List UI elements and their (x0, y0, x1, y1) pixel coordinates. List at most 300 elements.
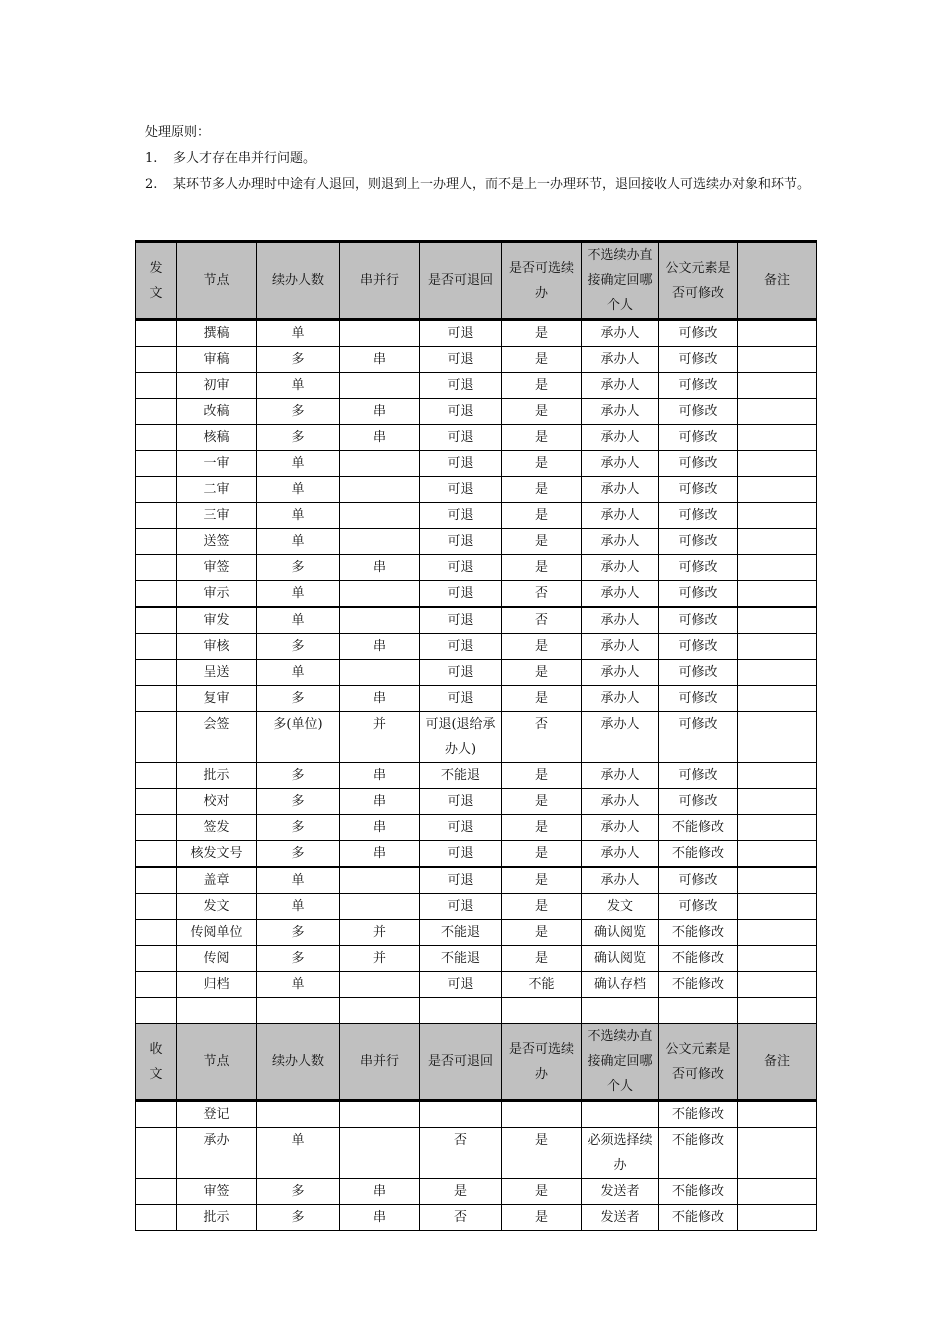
table-row (136, 946, 817, 972)
cell-return-person: 承办人 (582, 763, 659, 789)
cell-node: 撰稿 (177, 320, 257, 347)
cell-return: 可退 (420, 503, 502, 529)
cell-node: 送签 (177, 529, 257, 555)
cell-choose-next: 是 (502, 555, 582, 581)
cell-return (420, 1101, 502, 1128)
cell-mode (340, 373, 420, 399)
cell-remark (738, 425, 817, 451)
header-mode: 串并行 (340, 242, 420, 320)
cell-choose-next: 是 (502, 1179, 582, 1205)
table-row (136, 763, 817, 789)
table-row (136, 867, 817, 894)
header-return: 是否可退回 (420, 1024, 502, 1101)
table-row (136, 425, 817, 451)
cell-mode (340, 529, 420, 555)
cell-count: 多 (257, 634, 340, 660)
principle-text: 多人才存在串并行问题。 (173, 151, 317, 166)
header-count: 续办人数 (257, 1024, 340, 1101)
cell-return-person: 发文 (582, 894, 659, 920)
cell-choose-next (502, 1101, 582, 1128)
cell-node: 发文 (177, 894, 257, 920)
cell-blank (136, 451, 177, 477)
cell-return: 可退 (420, 660, 502, 686)
cell-editable (659, 998, 738, 1024)
cell-blank (136, 1128, 177, 1179)
cell-return-person: 承办人 (582, 789, 659, 815)
header-node: 节点 (177, 242, 257, 320)
cell-return: 可退 (420, 841, 502, 868)
cell-remark (738, 789, 817, 815)
cell-remark (738, 660, 817, 686)
cell-count: 单 (257, 660, 340, 686)
cell-remark (738, 477, 817, 503)
section-label (136, 242, 177, 320)
cell-count: 单 (257, 451, 340, 477)
cell-mode: 并 (340, 946, 420, 972)
cell-choose-next (502, 998, 582, 1024)
cell-editable: 不能修改 (659, 972, 738, 998)
cell-remark (738, 841, 817, 868)
table-row (136, 1101, 817, 1128)
table-row (136, 451, 817, 477)
cell-count: 多 (257, 347, 340, 373)
cell-blank (136, 867, 177, 894)
header-return-person: 不选续办直接确定回哪个人 (582, 1024, 659, 1101)
cell-editable: 可修改 (659, 477, 738, 503)
cell-editable: 不能修改 (659, 946, 738, 972)
table-row (136, 712, 817, 763)
cell-return: 可退 (420, 425, 502, 451)
cell-choose-next: 是 (502, 320, 582, 347)
cell-blank (136, 946, 177, 972)
table-row (136, 815, 817, 841)
table-row (136, 399, 817, 425)
cell-return-person: 承办人 (582, 399, 659, 425)
cell-mode (340, 320, 420, 347)
cell-choose-next: 是 (502, 477, 582, 503)
cell-return-person (582, 998, 659, 1024)
cell-return-person: 承办人 (582, 555, 659, 581)
cell-count: 单 (257, 503, 340, 529)
cell-editable: 可修改 (659, 789, 738, 815)
cell-remark (738, 503, 817, 529)
cell-editable: 可修改 (659, 607, 738, 634)
table-row (136, 1179, 817, 1205)
cell-mode: 串 (340, 815, 420, 841)
cell-count: 多 (257, 425, 340, 451)
cell-return (420, 998, 502, 1024)
cell-choose-next: 是 (502, 763, 582, 789)
cell-mode: 串 (340, 1179, 420, 1205)
cell-mode (340, 581, 420, 608)
cell-node: 二审 (177, 477, 257, 503)
cell-return-person: 确认阅览 (582, 946, 659, 972)
cell-mode (340, 503, 420, 529)
cell-remark (738, 581, 817, 608)
table-row (136, 373, 817, 399)
principle-number: 2. (145, 177, 158, 192)
cell-return: 可退 (420, 451, 502, 477)
cell-editable: 可修改 (659, 399, 738, 425)
header-remark: 备注 (738, 242, 817, 320)
cell-blank (136, 373, 177, 399)
cell-choose-next: 否 (502, 581, 582, 608)
cell-editable: 可修改 (659, 581, 738, 608)
cell-return-person: 承办人 (582, 607, 659, 634)
cell-count: 单 (257, 894, 340, 920)
cell-editable: 可修改 (659, 425, 738, 451)
cell-node: 登记 (177, 1101, 257, 1128)
cell-mode (340, 998, 420, 1024)
cell-choose-next: 是 (502, 529, 582, 555)
cell-choose-next: 否 (502, 712, 582, 763)
cell-return-person: 承办人 (582, 712, 659, 763)
cell-count: 单 (257, 1128, 340, 1179)
cell-return: 可退 (420, 347, 502, 373)
cell-blank (136, 1101, 177, 1128)
cell-mode: 串 (340, 763, 420, 789)
cell-node: 审示 (177, 581, 257, 608)
cell-mode: 串 (340, 1205, 420, 1231)
cell-node: 三审 (177, 503, 257, 529)
cell-blank (136, 815, 177, 841)
table-row (136, 894, 817, 920)
table-row (136, 529, 817, 555)
workflow-table (135, 240, 817, 1231)
cell-choose-next: 是 (502, 660, 582, 686)
cell-count: 多 (257, 1205, 340, 1231)
cell-return: 是 (420, 1179, 502, 1205)
table-row (136, 1128, 817, 1179)
table-row (136, 686, 817, 712)
cell-count: 多 (257, 399, 340, 425)
cell-blank (136, 1205, 177, 1231)
principle-text: 某环节多人办理时中途有人退回，则退到上一办理人，而不是上一办理环节，退回接收人可选续办对象和环节。 (173, 177, 811, 192)
table-row (136, 607, 817, 634)
cell-count: 单 (257, 529, 340, 555)
table-row (136, 634, 817, 660)
cell-blank (136, 789, 177, 815)
cell-return: 可退 (420, 399, 502, 425)
header-mode: 串并行 (340, 1024, 420, 1101)
cell-node: 审核 (177, 634, 257, 660)
header-count: 续办人数 (257, 242, 340, 320)
cell-mode (340, 1128, 420, 1179)
cell-return-person: 承办人 (582, 660, 659, 686)
cell-return: 可退 (420, 529, 502, 555)
cell-return: 可退 (420, 867, 502, 894)
cell-choose-next: 否 (502, 607, 582, 634)
principle-item (145, 146, 825, 172)
header-return-person: 不选续办直接确定回哪个人 (582, 242, 659, 320)
cell-return-person: 承办人 (582, 503, 659, 529)
cell-blank (136, 972, 177, 998)
section-label (136, 1024, 177, 1101)
cell-return-person: 承办人 (582, 815, 659, 841)
cell-count: 单 (257, 972, 340, 998)
cell-return: 可退 (420, 320, 502, 347)
cell-node: 批示 (177, 763, 257, 789)
cell-count: 单 (257, 867, 340, 894)
cell-remark (738, 972, 817, 998)
header-editable: 公文元素是否可修改 (659, 1024, 738, 1101)
cell-remark (738, 320, 817, 347)
cell-blank (136, 634, 177, 660)
cell-return: 可退 (420, 607, 502, 634)
cell-blank (136, 529, 177, 555)
cell-remark (738, 763, 817, 789)
cell-return: 可退 (420, 477, 502, 503)
cell-editable: 可修改 (659, 660, 738, 686)
cell-return-person (582, 1101, 659, 1128)
cell-return-person: 承办人 (582, 686, 659, 712)
fawen-header-row (136, 242, 817, 320)
cell-choose-next: 是 (502, 634, 582, 660)
cell-remark (738, 399, 817, 425)
cell-node: 会签 (177, 712, 257, 763)
cell-return-person: 确认存档 (582, 972, 659, 998)
cell-blank (136, 555, 177, 581)
cell-remark (738, 946, 817, 972)
cell-editable: 可修改 (659, 373, 738, 399)
cell-blank (136, 581, 177, 608)
cell-remark (738, 686, 817, 712)
cell-blank (136, 399, 177, 425)
cell-blank (136, 841, 177, 868)
cell-mode (340, 867, 420, 894)
principles-section (145, 120, 825, 198)
cell-blank (136, 425, 177, 451)
cell-count: 多 (257, 815, 340, 841)
cell-mode (340, 894, 420, 920)
cell-return: 可退(退给承办人) (420, 712, 502, 763)
section-label-text: 发文 (149, 260, 163, 301)
cell-choose-next: 是 (502, 347, 582, 373)
cell-mode (340, 660, 420, 686)
cell-count: 单 (257, 581, 340, 608)
cell-blank (136, 712, 177, 763)
cell-editable: 可修改 (659, 686, 738, 712)
cell-mode: 串 (340, 399, 420, 425)
cell-node: 呈送 (177, 660, 257, 686)
cell-editable: 可修改 (659, 503, 738, 529)
cell-remark (738, 894, 817, 920)
cell-editable: 不能修改 (659, 841, 738, 868)
cell-blank (136, 1179, 177, 1205)
cell-return-person: 承办人 (582, 634, 659, 660)
cell-return-person: 承办人 (582, 425, 659, 451)
cell-count: 多 (257, 686, 340, 712)
cell-return-person: 承办人 (582, 841, 659, 868)
cell-count (257, 1101, 340, 1128)
cell-remark (738, 998, 817, 1024)
cell-remark (738, 607, 817, 634)
cell-node: 审稿 (177, 347, 257, 373)
cell-return: 可退 (420, 972, 502, 998)
table-row (136, 998, 817, 1024)
cell-remark (738, 867, 817, 894)
header-editable: 公文元素是否可修改 (659, 242, 738, 320)
cell-remark (738, 1179, 817, 1205)
cell-return-person: 承办人 (582, 867, 659, 894)
header-return: 是否可退回 (420, 242, 502, 320)
cell-choose-next: 是 (502, 1205, 582, 1231)
cell-node: 一审 (177, 451, 257, 477)
table-row (136, 555, 817, 581)
cell-mode (340, 477, 420, 503)
cell-node: 传阅 (177, 946, 257, 972)
cell-editable: 可修改 (659, 555, 738, 581)
cell-mode: 并 (340, 920, 420, 946)
cell-count: 单 (257, 477, 340, 503)
table-row (136, 920, 817, 946)
cell-editable: 可修改 (659, 320, 738, 347)
cell-node: 核稿 (177, 425, 257, 451)
cell-node: 初审 (177, 373, 257, 399)
cell-mode (340, 607, 420, 634)
cell-return-person: 承办人 (582, 347, 659, 373)
cell-remark (738, 347, 817, 373)
cell-choose-next: 是 (502, 399, 582, 425)
cell-count: 多(单位) (257, 712, 340, 763)
cell-editable: 不能修改 (659, 815, 738, 841)
cell-editable: 不能修改 (659, 1128, 738, 1179)
cell-node: 审签 (177, 1179, 257, 1205)
cell-remark (738, 555, 817, 581)
cell-return-person: 必须选择续办 (582, 1128, 659, 1179)
cell-editable: 不能修改 (659, 1179, 738, 1205)
cell-node: 承办 (177, 1128, 257, 1179)
cell-count: 单 (257, 320, 340, 347)
table-row (136, 503, 817, 529)
cell-count (257, 998, 340, 1024)
cell-choose-next: 是 (502, 920, 582, 946)
cell-editable: 可修改 (659, 634, 738, 660)
table-row (136, 1205, 817, 1231)
cell-editable: 可修改 (659, 451, 738, 477)
cell-mode: 串 (340, 686, 420, 712)
cell-count: 多 (257, 789, 340, 815)
header-remark: 备注 (738, 1024, 817, 1101)
shouwen-header-row (136, 1024, 817, 1101)
cell-count: 多 (257, 555, 340, 581)
cell-return-person: 发送者 (582, 1205, 659, 1231)
cell-return-person: 承办人 (582, 451, 659, 477)
principle-item (145, 172, 825, 198)
principles-heading: 处理原则： (145, 125, 211, 140)
principle-number: 1. (145, 151, 158, 166)
cell-return: 可退 (420, 789, 502, 815)
cell-mode: 串 (340, 841, 420, 868)
cell-return-person: 承办人 (582, 529, 659, 555)
cell-mode (340, 451, 420, 477)
cell-remark (738, 529, 817, 555)
cell-return-person: 承办人 (582, 373, 659, 399)
cell-editable: 不能修改 (659, 1101, 738, 1128)
cell-blank (136, 607, 177, 634)
cell-remark (738, 634, 817, 660)
cell-choose-next: 不能 (502, 972, 582, 998)
section-label-text: 收文 (149, 1041, 163, 1082)
cell-remark (738, 451, 817, 477)
header-choose-next: 是否可选续办 (502, 1024, 582, 1101)
cell-return: 否 (420, 1128, 502, 1179)
cell-remark (738, 920, 817, 946)
cell-node: 传阅单位 (177, 920, 257, 946)
cell-return: 可退 (420, 373, 502, 399)
cell-return-person: 承办人 (582, 477, 659, 503)
cell-blank (136, 503, 177, 529)
cell-choose-next: 是 (502, 815, 582, 841)
header-node: 节点 (177, 1024, 257, 1101)
table-row (136, 841, 817, 868)
cell-count: 多 (257, 841, 340, 868)
cell-return: 可退 (420, 815, 502, 841)
cell-remark (738, 1101, 817, 1128)
cell-node: 审发 (177, 607, 257, 634)
cell-blank (136, 660, 177, 686)
cell-return-person: 承办人 (582, 581, 659, 608)
table-row (136, 477, 817, 503)
cell-return: 可退 (420, 555, 502, 581)
cell-blank (136, 763, 177, 789)
cell-return: 不能退 (420, 920, 502, 946)
cell-mode: 并 (340, 712, 420, 763)
cell-count: 多 (257, 1179, 340, 1205)
cell-blank (136, 347, 177, 373)
cell-node: 归档 (177, 972, 257, 998)
cell-remark (738, 1205, 817, 1231)
cell-choose-next: 是 (502, 373, 582, 399)
cell-remark (738, 1128, 817, 1179)
table-row (136, 320, 817, 347)
cell-return: 否 (420, 1205, 502, 1231)
cell-editable: 可修改 (659, 347, 738, 373)
cell-remark (738, 815, 817, 841)
cell-node: 校对 (177, 789, 257, 815)
header-choose-next: 是否可选续办 (502, 242, 582, 320)
cell-mode: 串 (340, 347, 420, 373)
cell-remark (738, 712, 817, 763)
cell-return: 不能退 (420, 946, 502, 972)
cell-count: 多 (257, 920, 340, 946)
cell-node: 审签 (177, 555, 257, 581)
cell-blank (136, 477, 177, 503)
table-row (136, 660, 817, 686)
cell-return-person: 发送者 (582, 1179, 659, 1205)
cell-blank (136, 920, 177, 946)
cell-return: 可退 (420, 581, 502, 608)
cell-choose-next: 是 (502, 946, 582, 972)
cell-blank (136, 894, 177, 920)
cell-count: 单 (257, 607, 340, 634)
cell-choose-next: 是 (502, 894, 582, 920)
cell-count: 单 (257, 373, 340, 399)
cell-count: 多 (257, 763, 340, 789)
cell-mode: 串 (340, 634, 420, 660)
cell-mode (340, 972, 420, 998)
cell-choose-next: 是 (502, 1128, 582, 1179)
cell-blank (136, 998, 177, 1024)
cell-node (177, 998, 257, 1024)
cell-choose-next: 是 (502, 503, 582, 529)
cell-choose-next: 是 (502, 841, 582, 868)
cell-node: 改稿 (177, 399, 257, 425)
cell-editable: 不能修改 (659, 1205, 738, 1231)
cell-choose-next: 是 (502, 789, 582, 815)
cell-choose-next: 是 (502, 686, 582, 712)
cell-return: 可退 (420, 634, 502, 660)
